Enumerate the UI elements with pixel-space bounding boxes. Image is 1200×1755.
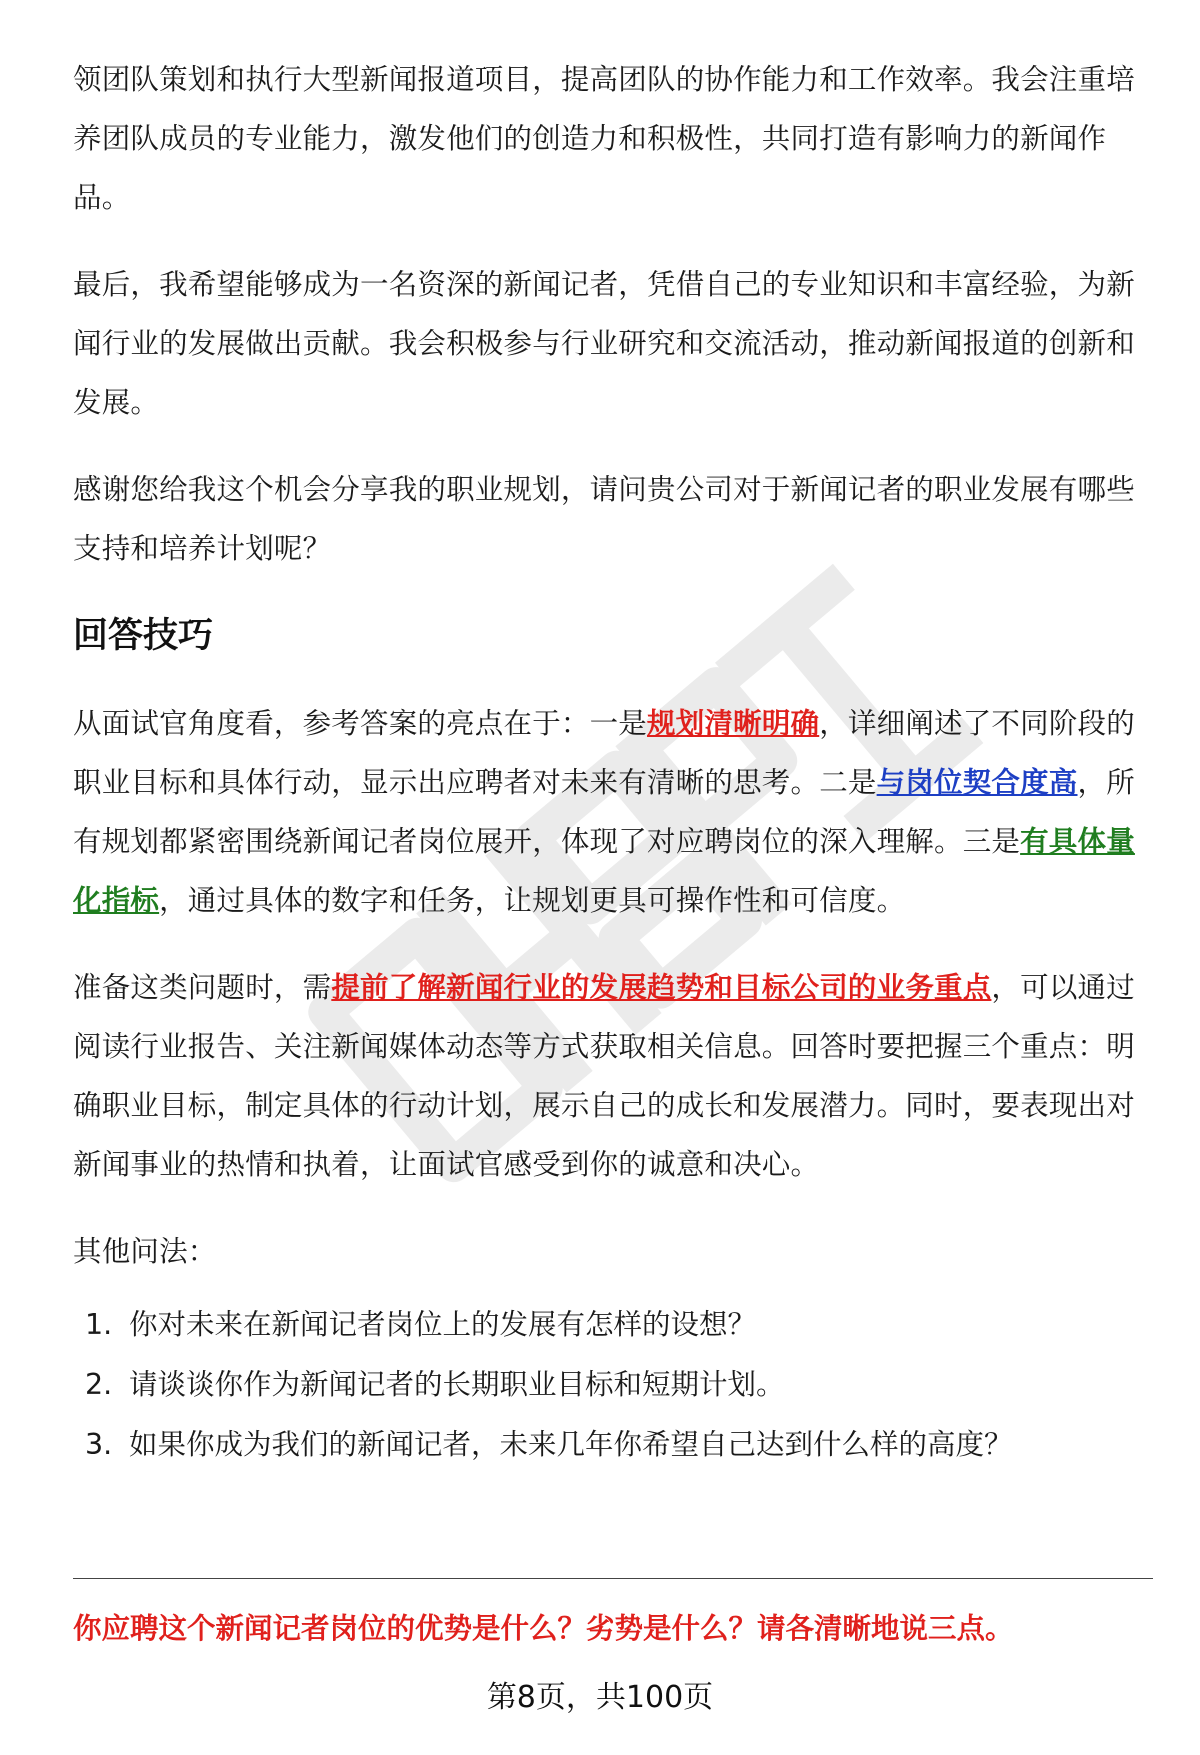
highlight-red: 提前了解新闻行业的发展趋势和目标公司的业务重点 [331,971,992,1004]
prep-paragraph [73,958,1153,1194]
list-text: 请谈谈你作为新闻记者的长期职业目标和短期计划。 [129,1368,785,1401]
text-run: ，通过具体的数字和任务，让规划更具可操作性和可信度。 [159,884,906,917]
text-run: 从面试官角度看，参考答案的亮点在于：一是 [73,707,648,740]
text-run: ，所有规划都紧密围绕新闻记者岗位展开，体现了对应聘岗位的深入理解。三是 [73,766,1135,858]
highlight-red: 规划清晰明确 [647,707,820,740]
paragraph: 最后，我希望能够成为一名资深的新闻记者，凭借自己的专业知识和丰富经验，为新闻行业的发展做出贡献。我会积极参与行业研究和交流活动，推动新闻报道的创新和发展。 [73,268,1135,419]
paragraph: 领团队策划和执行大型新闻报道项目，提高团队的协作能力和工作效率。我会注重培养团队成员的专业能力，激发他们的创造力和积极性，共同打造有影响力的新闻作品。 [73,63,1135,214]
next-question-heading: 你应聘这个新闻记者岗位的优势是什么？劣势是什么？请各清晰地说三点。 [73,1612,1014,1645]
other-questions-label: 其他问法： [73,1235,217,1268]
list-number: 2. [85,1368,113,1401]
list-text: 你对未来在新闻记者岗位上的发展有怎样的设想？ [129,1308,757,1341]
highlight-green: 有具体量化指标 [73,825,1135,917]
main-content [73,50,1153,1475]
tips-paragraph [73,694,1153,930]
highlight-blue: 与岗位契合度高 [876,766,1078,799]
text-run: 准备这类问题时，需 [73,971,332,1004]
divider [73,1578,1153,1579]
text-run: ，详细阐述了不同阶段的职业目标和具体行动，显示出应聘者对未来有清晰的思考。二是 [73,707,1135,799]
page-number: 第8页，共100页 [486,1680,714,1715]
paragraph: 感谢您给我这个机会分享我的职业规划，请问贵公司对于新闻记者的职业发展有哪些支持和培养计划呢？ [73,473,1135,565]
list-number: 3. [85,1428,113,1461]
list-item [73,1355,1153,1415]
section-title: 回答技巧 [73,616,214,656]
other-questions-list [73,1295,1153,1475]
list-number: 1. [85,1308,113,1341]
list-item [73,1415,1153,1475]
text-run: ，可以通过阅读行业报告、关注新闻媒体动态等方式获取相关信息。回答时要把握三个重点：明确职业目标，制定具体的行动计划，展示自己的成长和发展潜力。同时，要表现出对新闻事业的热情和执着，让面试官感受到你的诚意和决心。 [73,971,1135,1181]
list-item [73,1295,1153,1355]
list-text: 如果你成为我们的新闻记者，未来几年你希望自己达到什么样的高度？ [129,1428,1013,1461]
